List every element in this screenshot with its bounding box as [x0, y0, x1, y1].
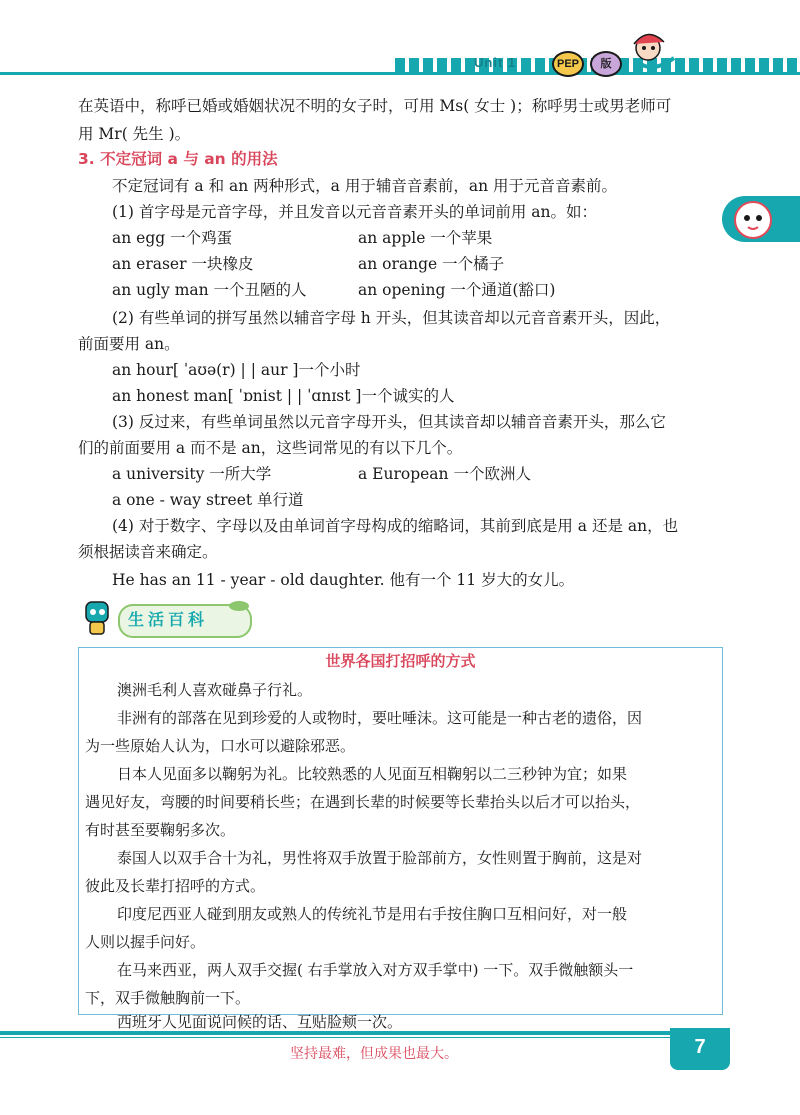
- example-left: an eraser 一块橡皮: [112, 255, 254, 273]
- example-daughter: He has an 11 - year - old daughter. 他有一个 11 岁大的女儿。: [112, 571, 575, 589]
- section-lead: 不定冠词有 a 和 an 两种形式，a 用于辅音音素前，an 用于元音音素前。: [112, 177, 617, 195]
- box-paragraph: 日本人见面多以鞠躬为礼。比较熟悉的人见面互相鞠躬以二三秒钟为宜；如果: [117, 765, 628, 783]
- example-left: an ugly man 一个丑陋的人: [112, 281, 307, 299]
- footer-slogan: 坚持最难，但成果也最大。: [290, 1046, 458, 1062]
- box-paragraph: 非洲有的部落在见到珍爱的人或物时，要吐唾沫。这可能是一种古老的遗俗，因: [117, 709, 643, 727]
- box-paragraph: 下，双手微触胸前一下。: [85, 989, 251, 1007]
- example-left: an egg 一个鸡蛋: [112, 229, 233, 247]
- intro-line-2: 用 Mr( 先生 )。: [78, 125, 191, 143]
- footer-rule: [0, 1031, 670, 1035]
- box-paragraph: 印度尼西亚人碰到朋友或熟人的传统礼节是用右手按住胸口互相问好，对一般: [117, 905, 628, 923]
- rule-4-line-2: 须根据读音来确定。: [78, 543, 218, 561]
- example-left: a university 一所大学: [112, 465, 272, 483]
- rule-1: (1) 首字母是元音字母，并且发音以元音音素开头的单词前用 an。如：: [112, 203, 598, 221]
- intro-line-1: 在英语中，称呼已婚或婚姻状况不明的女子时，可用 Ms( 女士 )；称呼男士或男老师可: [78, 97, 672, 115]
- leaf-icon: [226, 598, 252, 614]
- box-paragraph: 泰国人以双手合十为礼，男性将双手放置于脸部前方，女性则置于胸前，这是对: [117, 849, 643, 867]
- unit-label: Unit 1: [474, 55, 517, 70]
- pep-badge: PEP: [552, 51, 584, 77]
- rule-4-line-1: (4) 对于数字、字母以及由单词首字母构成的缩略词，其前到底是用 a 还是 an，也: [112, 517, 679, 535]
- example-honest: an honest man[ ˈɒnist | | ˈɑnɪst ]一个诚实的人: [112, 387, 455, 405]
- box-paragraph: 澳洲毛利人喜欢碰鼻子行礼。: [117, 681, 313, 699]
- example-right: an opening 一个通道(豁口): [358, 281, 556, 299]
- rule-3-line-1: (3) 反过来，有些单词虽然以元音字母开头，但其读音却以辅音音素开头，那么它: [112, 413, 666, 431]
- page-number: 7: [694, 1036, 706, 1058]
- box-paragraph: 有时甚至要鞠躬多次。: [85, 821, 236, 839]
- rule-3-line-2: 们的前面要用 a 而不是 an，这些词常见的有以下几个。: [78, 439, 463, 457]
- robot-icon: [78, 598, 116, 638]
- box-paragraph: 为一些原始人认为，口水可以避除邪恶。: [85, 737, 356, 755]
- life-banner-title: 生活百科: [128, 610, 209, 629]
- footer-rule-thin: [0, 1037, 670, 1038]
- section-heading: 3. 不定冠词 a 与 an 的用法: [78, 150, 278, 168]
- box-title: 世界各国打招呼的方式: [325, 652, 476, 670]
- mascot-icon: [624, 28, 684, 76]
- rule-2-line-2: 前面要用 an。: [78, 335, 180, 353]
- example-right: a European 一个欧洲人: [358, 465, 531, 483]
- box-paragraph: 在马来西亚，两人双手交握( 右手掌放入对方双手掌中) 一下。双手微触额头一: [117, 961, 634, 979]
- rule-2-line-1: (2) 有些单词的拼写虽然以辅音字母 h 开头，但其读音却以元音音素开头，因此，: [112, 309, 671, 327]
- box-paragraph: 彼此及长辈打招呼的方式。: [85, 877, 266, 895]
- box-paragraph: 西班牙人见面说问候的话、互贴脸颊一次。: [117, 1013, 403, 1031]
- example-one-way: a one - way street 单行道: [112, 491, 304, 509]
- example-hour: an hour[ ˈaʊə(r) | | aur ]一个小时: [112, 361, 361, 379]
- example-right: an orange 一个橘子: [358, 255, 505, 273]
- box-paragraph: 人则以握手问好。: [85, 933, 206, 951]
- example-right: an apple 一个苹果: [358, 229, 493, 247]
- edition-badge: 版: [590, 51, 622, 77]
- box-paragraph: 遇见好友，弯腰的时间要稍长些；在遇到长辈的时候要等长辈抬头以后才可以抬头，: [85, 793, 641, 811]
